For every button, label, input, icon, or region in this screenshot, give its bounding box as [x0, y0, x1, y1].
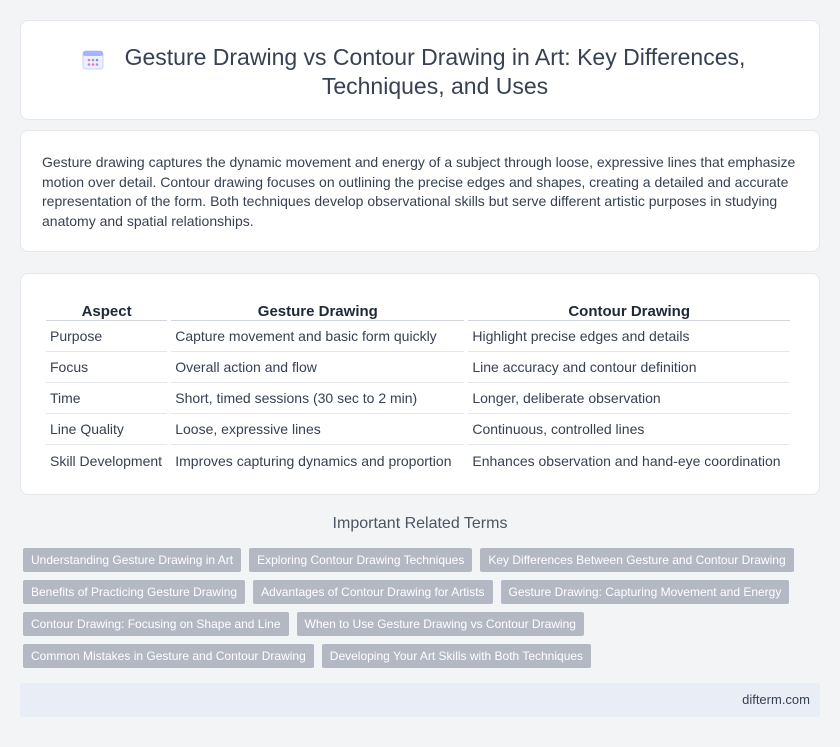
table-row [46, 352, 790, 383]
header [21, 43, 819, 101]
table-cell: Line Quality [46, 414, 167, 445]
column-header: Gesture Drawing [171, 296, 464, 321]
page-title: Gesture Drawing vs Contour Drawing in Art: Key Differences, Techniques, and Uses [124, 44, 746, 99]
related-terms-title: Important Related Terms [332, 515, 508, 532]
related-term-link[interactable]: Key Differences Between Gesture and Contour Drawing [480, 548, 793, 572]
table-cell: Line accuracy and contour definition [468, 352, 790, 383]
related-term-link[interactable]: Common Mistakes in Gesture and Contour Drawing [23, 644, 314, 668]
column-header: Aspect [46, 296, 167, 321]
table-header-row [46, 296, 790, 321]
related-term-link[interactable]: Understanding Gesture Drawing in Art [23, 548, 241, 572]
related-term-link[interactable]: Developing Your Art Skills with Both Techniques [322, 644, 591, 668]
related-term-link[interactable]: Advantages of Contour Drawing for Artists [253, 580, 492, 604]
table-cell: Capture movement and basic form quickly [171, 321, 464, 352]
related-terms-list [23, 548, 823, 676]
related-term-link[interactable]: Contour Drawing: Focusing on Shape and Line [23, 612, 289, 636]
table-cell: Overall action and flow [171, 352, 464, 383]
table-cell: Loose, expressive lines [171, 414, 464, 445]
related-term-link[interactable]: Gesture Drawing: Capturing Movement and Energy [501, 580, 790, 604]
related-term-link[interactable]: When to Use Gesture Drawing vs Contour Drawing [297, 612, 584, 636]
related-term-link[interactable]: Benefits of Practicing Gesture Drawing [23, 580, 245, 604]
footer [20, 683, 820, 717]
table-cell: Continuous, controlled lines [468, 414, 790, 445]
related-term-link[interactable]: Exploring Contour Drawing Techniques [249, 548, 472, 572]
table-cell: Focus [46, 352, 167, 383]
header-card [20, 20, 820, 120]
intro-card [20, 130, 820, 252]
table-row [46, 321, 790, 352]
table-row [46, 383, 790, 414]
table-row [46, 445, 790, 476]
column-header: Contour Drawing [468, 296, 790, 321]
footer-site-link[interactable]: difterm.com [742, 692, 810, 707]
intro-paragraph: Gesture drawing captures the dynamic movement and energy of a subject through loose, expressive lines that emphasize motion over detail. Contour drawing focuses on outlining the precise edges and shapes, creating a detailed and accurate representation of the form. Both techniques develop observational skills but serve different artistic purposes in studying anatomy and spatial relationships. [42, 154, 796, 229]
table-row [46, 414, 790, 445]
table-cell: Skill Development [50, 452, 163, 469]
calendar-icon [82, 48, 104, 70]
table-cell: Purpose [46, 321, 167, 352]
table-cell: Time [46, 383, 167, 414]
comparison-table [42, 296, 794, 476]
table-cell: Longer, deliberate observation [468, 383, 790, 414]
table-cell: Enhances observation and hand-eye coordination [472, 452, 781, 469]
table-cell: Short, timed sessions (30 sec to 2 min) [171, 383, 464, 414]
table-cell: Highlight precise edges and details [468, 321, 790, 352]
table-cell: Improves capturing dynamics and proportion [175, 452, 452, 469]
comparison-card [20, 273, 820, 495]
